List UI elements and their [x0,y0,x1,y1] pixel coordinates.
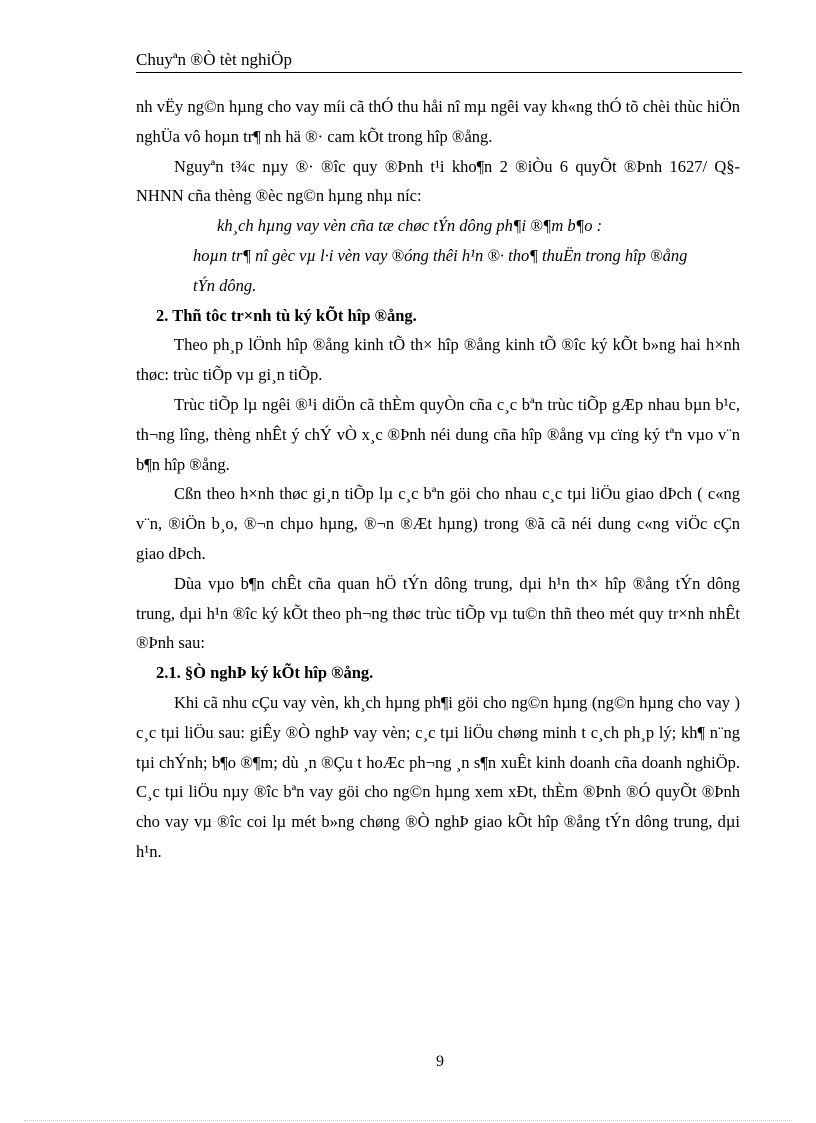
paragraph-7: Khi cã nhu cÇu vay vèn, kh¸ch hµng ph¶i göi cho ng©n hµng (ng©n hµng cho vay ) c¸c tµi liÖu sau: giÊy ®Ò nghÞ vay vèn; c¸c tµi liÖu chøng minh t c¸ch ph¸p lý; kh¶ n¨ng tµi chÝnh; b¶o ®¶m; dù ¸n ®Çu t hoÆc ph¬ng ¸n s¶n xuÊt kinh doanh cña doanh nghiÖp. C¸c tµi liÖu nµy ®îc bªn vay göi cho ng©n hµng xem xÐt, thÈm ®Þnh ®Ó quyÕt ®Þnh cho vay vµ ®îc coi lµ mét b»ng chøng ®Ò nghÞ giao kÕt hîp ®ång tÝn dông trung, dµi h¹n. [136,692,740,861]
section-heading-2: 2. Thñ tôc tr×nh tù ký kÕt hîp ®ång. [156,305,417,325]
quote-line-1: kh¸ch hµng vay vèn cña tæ chøc tÝn dông ph¶i ®¶m b¶o : [217,216,603,236]
paragraph-5: Cßn theo h×nh thøc gi¸n tiÕp lµ c¸c bªn göi cho nhau c¸c tµi liÖu giao dÞch ( c«ng v¨n, ®iÖn b¸o, ®¬n chµo hµng, ®¬n ®Æt hµng) trong ®ã cã néi dung c«ng viÖc cÇn giao dÞch. [136,484,740,563]
quoted-regulation [136,211,740,300]
running-header: Chuyªn ®Ò tèt nghiÖp [136,50,742,73]
section-heading-2-1: 2.1. §Ò nghÞ ký kÕt hîp ®ång. [156,663,374,683]
page-number: 9 [436,1053,444,1070]
paragraph-1: nh vËy ng©n hµng cho vay míi cã thÓ thu håi nî mµ ngêi vay kh«ng thÓ tõ chèi thùc hiÖn nghÜa vô hoµn tr¶ nh hä ®· cam kÕt trong hîp ®ång. [136,97,740,146]
paragraph-6: Dùa vµo b¶n chÊt cña quan hÖ tÝn dông trung, dµi h¹n th× hîp ®ång tÝn dông trung, dµi h¹n ®îc ký kÕt theo ph¬ng thøc trùc tiÕp vµ tu©n thñ theo mét quy tr×nh nhÊt ®Þnh sau: [136,573,740,653]
paragraph-4: Trùc tiÕp lµ ngêi ®¹i diÖn cã thÈm quyÒn cña c¸c bªn trùc tiÕp gÆp nhau bµn b¹c, th¬ng lîng, thèng nhÊt ý chÝ vÒ x¸c ®Þnh néi dung cña hîp ®ång vµ cïng ký tªn vµo v¨n b¶n hîp ®ång. [136,394,740,474]
document-body [136,92,740,867]
quote-line-2: hoµn tr¶ nî gèc vµ l·i vèn vay ®óng thêi h¹n ®· tho¶ thuËn trong hîp ®ång tÝn dông. [193,245,688,295]
page-bottom-divider [24,1120,792,1121]
paragraph-2: Nguyªn t¾c nµy ®· ®îc quy ®Þnh t¹i kho¶n 2 ®iÒu 6 quyÕt ®Þnh 1627/ Q§- NHNN cña thèng ®èc ng©n hµng nhµ níc: [136,156,740,206]
paragraph-3: Theo ph¸p lÖnh hîp ®ång kinh tÕ th× hîp ®ång kinh tÕ ®îc ký kÕt b»ng hai h×nh thøc: trùc tiÕp vµ gi¸n tiÕp. [136,335,740,385]
